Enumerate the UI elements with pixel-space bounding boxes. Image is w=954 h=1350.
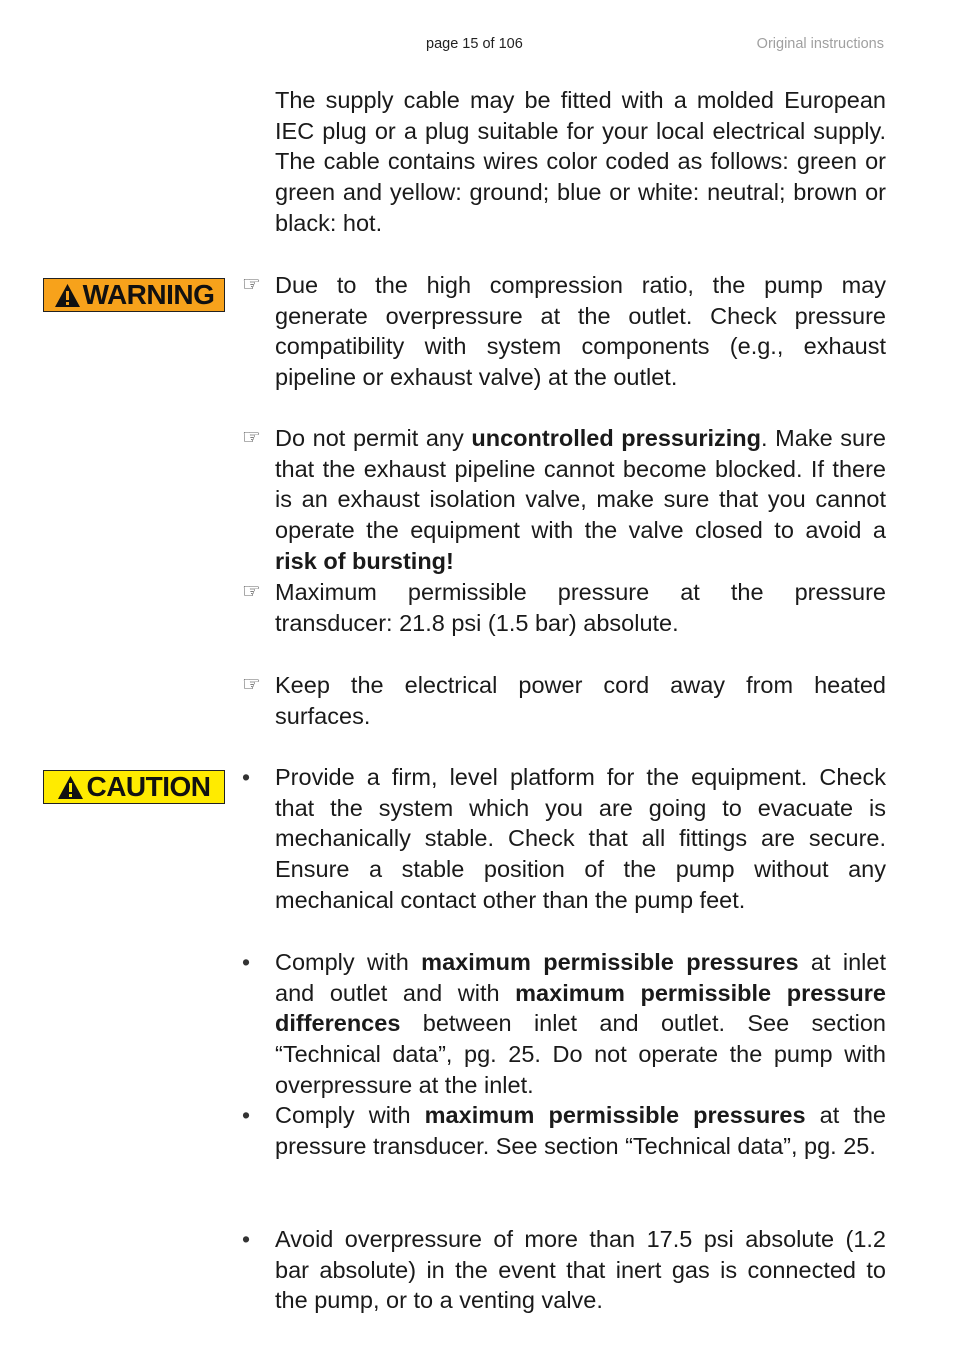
- hand-pointer-icon: ☞: [242, 273, 261, 296]
- warning-label-text: WARNING: [82, 279, 215, 310]
- caution-comply-pressures-item: Comply with maximum permissible pressures at inlet and outlet and with maximum permissible pressure differences between inlet and outlet. See section “Technical data”, pg. 25. Do not operate the pump with overpressure at the inlet.: [275, 949, 886, 1098]
- warning-label: [43, 278, 225, 312]
- bullet-marker: •: [242, 764, 251, 790]
- caution-comply-transducer-item: Comply with maximum permissible pressures at the pressure transducer. See section “Technical data”, pg. 25.: [275, 1102, 886, 1159]
- caution-inert-gas-item: Avoid overpressure of more than 17.5 psi absolute (1.2 bar absolute) in the event that inert gas is connected to the pump, or to a venting valve.: [275, 1226, 886, 1314]
- warning-pressurizing-item: Do not permit any uncontrolled pressurizing. Make sure that the exhaust pipeline cannot become blocked. If there is an exhaust isolation valve, make sure that you cannot operate the equipment with the valve closed to avoid a risk of bursting!: [275, 425, 886, 574]
- hand-pointer-icon: ☞: [242, 673, 261, 696]
- supply-cable-paragraph: The supply cable may be fitted with a molded European IEC plug or a plug suitable for your local electrical supply. The cable contains wires color coded as follows: green or green and yellow: ground; blue or white: neutral; brown or black: hot.: [275, 87, 886, 236]
- warning-triangle-icon: [54, 283, 81, 308]
- caution-label-text: CAUTION: [86, 771, 211, 802]
- warning-transducer-item: Maximum permissible pressure at the pressure transducer: 21.8 psi (1.5 bar) absolute.: [275, 579, 886, 636]
- document-label: Original instructions: [756, 36, 884, 52]
- caution-platform-item: Provide a firm, level platform for the equipment. Check that the system which you are going to evacuate is mechanically stable. Check that all fittings are secure. Ensure a stable position of the pump without any mechanical contact other than the pump feet.: [275, 764, 886, 913]
- caution-label: [43, 770, 225, 804]
- bullet-marker: •: [242, 1226, 251, 1252]
- bullet-marker: •: [242, 1102, 251, 1128]
- warning-overpressure-item: Due to the high compression ratio, the pump may generate overpressure at the outlet. Check pressure compatibility with system components (e.g., exhaust pipeline or exhaust valve) at the outlet.: [275, 272, 886, 391]
- hand-pointer-icon: ☞: [242, 580, 261, 603]
- warning-power-cord-item: Keep the electrical power cord away from heated surfaces.: [275, 672, 886, 729]
- bullet-marker: •: [242, 949, 251, 975]
- hand-pointer-icon: ☞: [242, 426, 261, 449]
- page-number: page 15 of 106: [426, 36, 523, 52]
- caution-triangle-icon: [57, 775, 84, 800]
